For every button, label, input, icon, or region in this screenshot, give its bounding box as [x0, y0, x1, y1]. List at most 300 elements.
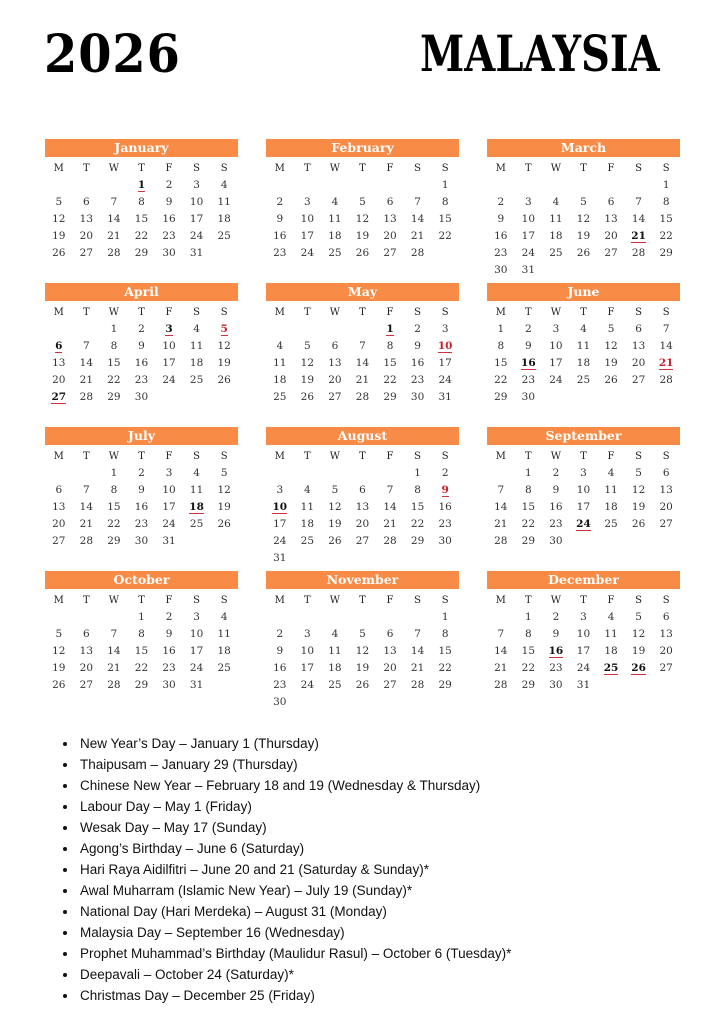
- weekday-label: W: [108, 451, 120, 462]
- date-cell: 12: [217, 484, 231, 496]
- date-cell: 22: [521, 662, 536, 674]
- date-cell: 12: [576, 213, 591, 225]
- date-cell: 24: [300, 679, 315, 691]
- date-cell: 6: [607, 196, 615, 208]
- date-cell: 10: [576, 628, 591, 640]
- date-cell: 24: [162, 518, 176, 530]
- date-cell: 7: [359, 340, 366, 352]
- week-row: [266, 177, 459, 194]
- date-cell: 9: [165, 628, 173, 640]
- date-cell: 27: [659, 518, 673, 530]
- date-cell: 28: [383, 535, 397, 547]
- date-cell: 9: [138, 484, 145, 496]
- empty-cell: [487, 177, 515, 194]
- weekday-label: W: [550, 595, 562, 606]
- date-cell: 4: [607, 467, 615, 479]
- week-row: [45, 177, 238, 194]
- weekday-label: S: [193, 451, 201, 462]
- week-row: [45, 228, 238, 245]
- weekday-label: T: [359, 307, 366, 318]
- date-cell: 21: [383, 518, 397, 530]
- date-cell: 8: [525, 484, 532, 496]
- week-row: [266, 626, 459, 643]
- date-cell: 26: [631, 518, 646, 530]
- date-cell: 5: [55, 196, 63, 208]
- date-cell: 29: [521, 679, 536, 691]
- weekday-label: S: [441, 307, 449, 318]
- empty-cell: [266, 609, 294, 626]
- date-cell: 17: [300, 230, 315, 242]
- date-cell: 5: [635, 611, 642, 623]
- date-cell: 22: [410, 518, 425, 530]
- date-cell: 27: [52, 535, 66, 547]
- date-cell: 31: [521, 264, 536, 276]
- weekday-row: [45, 160, 238, 177]
- date-cell: 22: [438, 230, 452, 242]
- month-march: [487, 139, 680, 279]
- date-cell: 8: [110, 340, 118, 352]
- empty-cell: [73, 465, 101, 482]
- week-row: [266, 211, 459, 228]
- date-cell: 14: [631, 213, 646, 225]
- date-cell: 4: [220, 611, 228, 623]
- date-cell: 24: [521, 247, 536, 259]
- empty-cell: [349, 321, 377, 338]
- week-row: [266, 321, 459, 338]
- date-cell: 29: [107, 391, 121, 403]
- date-cell: 19: [576, 230, 591, 242]
- date-cell: 2: [138, 467, 145, 479]
- holiday-date: 26: [631, 662, 646, 674]
- date-cell: 30: [273, 696, 287, 708]
- date-cell: 28: [410, 247, 425, 259]
- weekday-label: M: [274, 451, 285, 462]
- month-december: [487, 571, 680, 694]
- empty-cell: [376, 177, 404, 194]
- weekday-label: T: [525, 307, 532, 318]
- date-cell: 5: [607, 323, 615, 335]
- empty-cell: [487, 465, 515, 482]
- weekday-label: T: [83, 451, 90, 462]
- weekday-label: W: [550, 451, 562, 462]
- date-cell: 15: [521, 645, 536, 657]
- empty-cell: [597, 533, 625, 550]
- date-cell: 2: [138, 323, 145, 335]
- date-cell: 10: [549, 340, 563, 352]
- date-cell: 4: [607, 611, 615, 623]
- date-cell: 14: [79, 357, 94, 369]
- date-cell: 26: [355, 247, 370, 259]
- date-cell: 26: [328, 535, 342, 547]
- date-cell: 9: [525, 340, 532, 352]
- date-cell: 18: [576, 357, 591, 369]
- date-cell: 19: [604, 357, 618, 369]
- date-cell: 3: [580, 611, 587, 623]
- empty-cell: [349, 694, 377, 711]
- weekday-label: S: [220, 163, 228, 174]
- date-cell: 13: [604, 213, 618, 225]
- weekday-label: T: [580, 595, 587, 606]
- month-header: June: [487, 283, 680, 301]
- empty-cell: [155, 389, 183, 406]
- date-cell: 25: [217, 662, 231, 674]
- date-cell: 19: [52, 230, 66, 242]
- holiday-date: 21: [658, 357, 674, 369]
- date-cell: 15: [107, 357, 121, 369]
- date-cell: 13: [355, 501, 370, 513]
- date-cell: 8: [497, 340, 505, 352]
- date-cell: 29: [383, 391, 397, 403]
- date-cell: 4: [276, 340, 284, 352]
- empty-cell: [376, 465, 404, 482]
- date-cell: 9: [497, 213, 505, 225]
- holiday-item: • Thaipusam – January 29 (Thursday): [78, 754, 511, 775]
- empty-cell: [349, 550, 377, 567]
- weekday-row: [487, 304, 680, 321]
- weekday-label: W: [329, 451, 341, 462]
- date-cell: 20: [383, 230, 397, 242]
- date-cell: 5: [580, 196, 587, 208]
- date-cell: 18: [549, 230, 563, 242]
- empty-cell: [73, 321, 101, 338]
- date-cell: 10: [189, 196, 204, 208]
- empty-cell: [652, 262, 680, 279]
- empty-cell: [210, 533, 238, 550]
- date-cell: 28: [494, 679, 508, 691]
- date-cell: 26: [355, 679, 370, 691]
- holiday-date: 10: [437, 340, 453, 352]
- empty-cell: [210, 677, 238, 694]
- date-cell: 20: [52, 374, 66, 386]
- weekday-row: [487, 160, 680, 177]
- date-cell: 15: [438, 645, 452, 657]
- weekday-label: M: [53, 307, 64, 318]
- date-cell: 29: [659, 247, 673, 259]
- month-header: March: [487, 139, 680, 157]
- date-cell: 13: [659, 484, 673, 496]
- empty-cell: [570, 177, 598, 194]
- date-cell: 3: [552, 323, 560, 335]
- empty-cell: [294, 694, 322, 711]
- date-cell: 20: [604, 230, 618, 242]
- week-row: [266, 389, 459, 406]
- date-cell: 18: [217, 645, 231, 657]
- date-cell: 23: [162, 662, 176, 674]
- date-cell: 10: [300, 213, 315, 225]
- date-cell: 11: [189, 340, 204, 352]
- weekday-label: W: [108, 595, 120, 606]
- empty-cell: [542, 177, 570, 194]
- weekday-label: F: [607, 307, 615, 318]
- date-cell: 8: [110, 484, 118, 496]
- weekday-label: S: [414, 163, 422, 174]
- week-row: [266, 465, 459, 482]
- weekday-label: F: [386, 595, 394, 606]
- holiday-date: 21: [631, 230, 646, 242]
- date-cell: 17: [576, 645, 591, 657]
- weekday-row: [487, 448, 680, 465]
- date-cell: 2: [414, 323, 421, 335]
- weekday-label: T: [138, 307, 145, 318]
- weekday-row: [266, 592, 459, 609]
- month-header: December: [487, 571, 680, 589]
- weekday-label: T: [138, 451, 145, 462]
- date-cell: 29: [494, 391, 508, 403]
- date-cell: 12: [355, 213, 370, 225]
- date-cell: 19: [328, 518, 342, 530]
- date-cell: 30: [134, 391, 149, 403]
- weekday-label: S: [441, 451, 449, 462]
- empty-cell: [266, 321, 294, 338]
- date-cell: 4: [220, 179, 228, 191]
- empty-cell: [321, 465, 349, 482]
- date-cell: 29: [410, 535, 425, 547]
- week-row: [266, 694, 459, 711]
- date-cell: 24: [576, 662, 591, 674]
- empty-cell: [266, 465, 294, 482]
- date-cell: 30: [521, 391, 536, 403]
- date-cell: 18: [273, 374, 287, 386]
- date-cell: 2: [525, 323, 532, 335]
- date-cell: 22: [659, 230, 673, 242]
- week-row: [266, 609, 459, 626]
- holiday-item: • Christmas Day – December 25 (Friday): [78, 985, 511, 1006]
- weekday-label: S: [193, 595, 201, 606]
- empty-cell: [625, 262, 653, 279]
- date-cell: 11: [576, 340, 591, 352]
- empty-cell: [321, 177, 349, 194]
- weekday-label: T: [304, 307, 311, 318]
- date-cell: 10: [300, 645, 315, 657]
- date-cell: 30: [162, 247, 176, 259]
- date-cell: 1: [497, 323, 505, 335]
- date-cell: 27: [79, 679, 94, 691]
- date-cell: 17: [576, 501, 591, 513]
- date-cell: 1: [110, 323, 118, 335]
- holiday-item: • Chinese New Year – February 18 and 19 (Wednesday & Thursday): [78, 775, 511, 796]
- holiday-date: 10: [272, 501, 288, 513]
- weekday-label: F: [607, 163, 615, 174]
- empty-cell: [45, 609, 73, 626]
- date-cell: 25: [549, 247, 563, 259]
- week-row: [45, 677, 238, 694]
- date-cell: 17: [521, 230, 536, 242]
- date-cell: 11: [549, 213, 563, 225]
- date-cell: 4: [552, 196, 560, 208]
- weekday-label: F: [386, 307, 394, 318]
- date-cell: 13: [52, 501, 66, 513]
- weekday-label: F: [386, 163, 394, 174]
- weekday-label: M: [274, 307, 285, 318]
- month-header: July: [45, 427, 238, 445]
- date-cell: 16: [162, 645, 176, 657]
- weekday-label: F: [165, 595, 173, 606]
- date-cell: 17: [273, 518, 287, 530]
- date-cell: 14: [410, 213, 425, 225]
- empty-cell: [294, 465, 322, 482]
- date-cell: 28: [494, 535, 508, 547]
- date-cell: 10: [162, 340, 176, 352]
- month-header: January: [45, 139, 238, 157]
- weekday-label: T: [359, 163, 366, 174]
- week-row: [45, 626, 238, 643]
- date-cell: 14: [383, 501, 397, 513]
- weekday-label: T: [304, 163, 311, 174]
- empty-cell: [45, 177, 73, 194]
- empty-cell: [404, 609, 432, 626]
- weekday-label: S: [662, 163, 670, 174]
- date-cell: 16: [410, 357, 425, 369]
- weekday-label: T: [580, 307, 587, 318]
- date-cell: 27: [355, 535, 370, 547]
- weekday-label: S: [441, 595, 449, 606]
- weekday-label: M: [495, 451, 506, 462]
- date-cell: 18: [328, 662, 342, 674]
- weekday-label: S: [220, 451, 228, 462]
- holiday-date: 16: [548, 645, 564, 657]
- empty-cell: [73, 177, 101, 194]
- date-cell: 12: [328, 501, 342, 513]
- weekday-label: S: [441, 163, 449, 174]
- empty-cell: [266, 177, 294, 194]
- week-row: [45, 609, 238, 626]
- weekday-label: M: [495, 595, 506, 606]
- date-cell: 17: [549, 357, 563, 369]
- date-cell: 3: [276, 484, 284, 496]
- date-cell: 11: [604, 484, 618, 496]
- empty-cell: [349, 465, 377, 482]
- date-cell: 7: [497, 484, 505, 496]
- date-cell: 17: [300, 662, 315, 674]
- date-cell: 29: [107, 535, 121, 547]
- date-cell: 11: [328, 645, 342, 657]
- year-title: 2026: [44, 24, 181, 85]
- date-cell: 22: [383, 374, 397, 386]
- date-cell: 2: [497, 196, 505, 208]
- empty-cell: [45, 465, 73, 482]
- empty-cell: [210, 389, 238, 406]
- date-cell: 24: [438, 374, 452, 386]
- date-cell: 25: [328, 247, 342, 259]
- date-cell: 27: [604, 247, 618, 259]
- month-may: [266, 283, 459, 406]
- date-cell: 11: [217, 196, 231, 208]
- date-cell: 1: [138, 611, 145, 623]
- week-row: [266, 660, 459, 677]
- month-september: [487, 427, 680, 550]
- date-cell: 14: [659, 340, 673, 352]
- date-cell: 6: [359, 484, 366, 496]
- weekday-label: M: [53, 451, 64, 462]
- weekday-label: W: [108, 307, 120, 318]
- date-cell: 22: [134, 662, 149, 674]
- date-cell: 7: [83, 340, 90, 352]
- date-cell: 14: [79, 501, 94, 513]
- date-cell: 17: [438, 357, 452, 369]
- date-cell: 5: [220, 467, 228, 479]
- date-cell: 6: [83, 628, 90, 640]
- date-cell: 28: [107, 679, 121, 691]
- week-row: [487, 338, 680, 355]
- date-cell: 10: [576, 484, 591, 496]
- date-cell: 22: [107, 374, 121, 386]
- date-cell: 8: [138, 196, 145, 208]
- empty-cell: [404, 694, 432, 711]
- week-row: [45, 643, 238, 660]
- week-row: [266, 677, 459, 694]
- week-row: [45, 321, 238, 338]
- date-cell: 17: [162, 357, 176, 369]
- date-cell: 7: [414, 196, 421, 208]
- week-row: [45, 465, 238, 482]
- date-cell: 31: [438, 391, 452, 403]
- holiday-date: 9: [441, 484, 449, 496]
- date-cell: 11: [189, 484, 204, 496]
- date-cell: 23: [162, 230, 176, 242]
- date-cell: 6: [662, 467, 670, 479]
- date-cell: 19: [631, 501, 646, 513]
- week-row: [45, 338, 238, 355]
- date-cell: 25: [217, 230, 231, 242]
- week-row: [45, 482, 238, 499]
- week-row: [45, 194, 238, 211]
- date-cell: 29: [134, 247, 149, 259]
- date-cell: 11: [217, 628, 231, 640]
- holiday-date: 3: [165, 323, 173, 335]
- date-cell: 2: [276, 196, 284, 208]
- date-cell: 19: [52, 662, 66, 674]
- date-cell: 22: [438, 662, 452, 674]
- date-cell: 9: [414, 340, 421, 352]
- date-cell: 12: [604, 340, 618, 352]
- date-cell: 3: [165, 467, 173, 479]
- date-cell: 5: [359, 628, 366, 640]
- date-cell: 1: [414, 467, 421, 479]
- date-cell: 4: [331, 196, 339, 208]
- date-cell: 9: [552, 484, 560, 496]
- week-row: [45, 533, 238, 550]
- holiday-date: 1: [386, 323, 394, 335]
- date-cell: 30: [494, 264, 508, 276]
- date-cell: 4: [304, 484, 311, 496]
- date-cell: 19: [631, 645, 646, 657]
- date-cell: 20: [631, 357, 646, 369]
- weekday-row: [487, 592, 680, 609]
- week-row: [45, 516, 238, 533]
- date-cell: 6: [386, 628, 394, 640]
- holiday-date: 1: [137, 179, 146, 191]
- date-cell: 14: [494, 645, 508, 657]
- date-cell: 7: [110, 196, 118, 208]
- date-cell: 11: [604, 628, 618, 640]
- date-cell: 30: [438, 535, 452, 547]
- date-cell: 7: [386, 484, 394, 496]
- date-cell: 19: [217, 357, 231, 369]
- date-cell: 24: [162, 374, 176, 386]
- weekday-label: T: [525, 163, 532, 174]
- date-cell: 25: [300, 535, 315, 547]
- weekday-label: T: [83, 163, 90, 174]
- date-cell: 5: [331, 484, 339, 496]
- date-cell: 27: [383, 679, 397, 691]
- date-cell: 7: [414, 628, 421, 640]
- date-cell: 2: [552, 467, 560, 479]
- date-cell: 28: [355, 391, 370, 403]
- date-cell: 18: [328, 230, 342, 242]
- holiday-date: 18: [189, 501, 204, 513]
- weekday-label: F: [607, 595, 615, 606]
- date-cell: 3: [193, 611, 200, 623]
